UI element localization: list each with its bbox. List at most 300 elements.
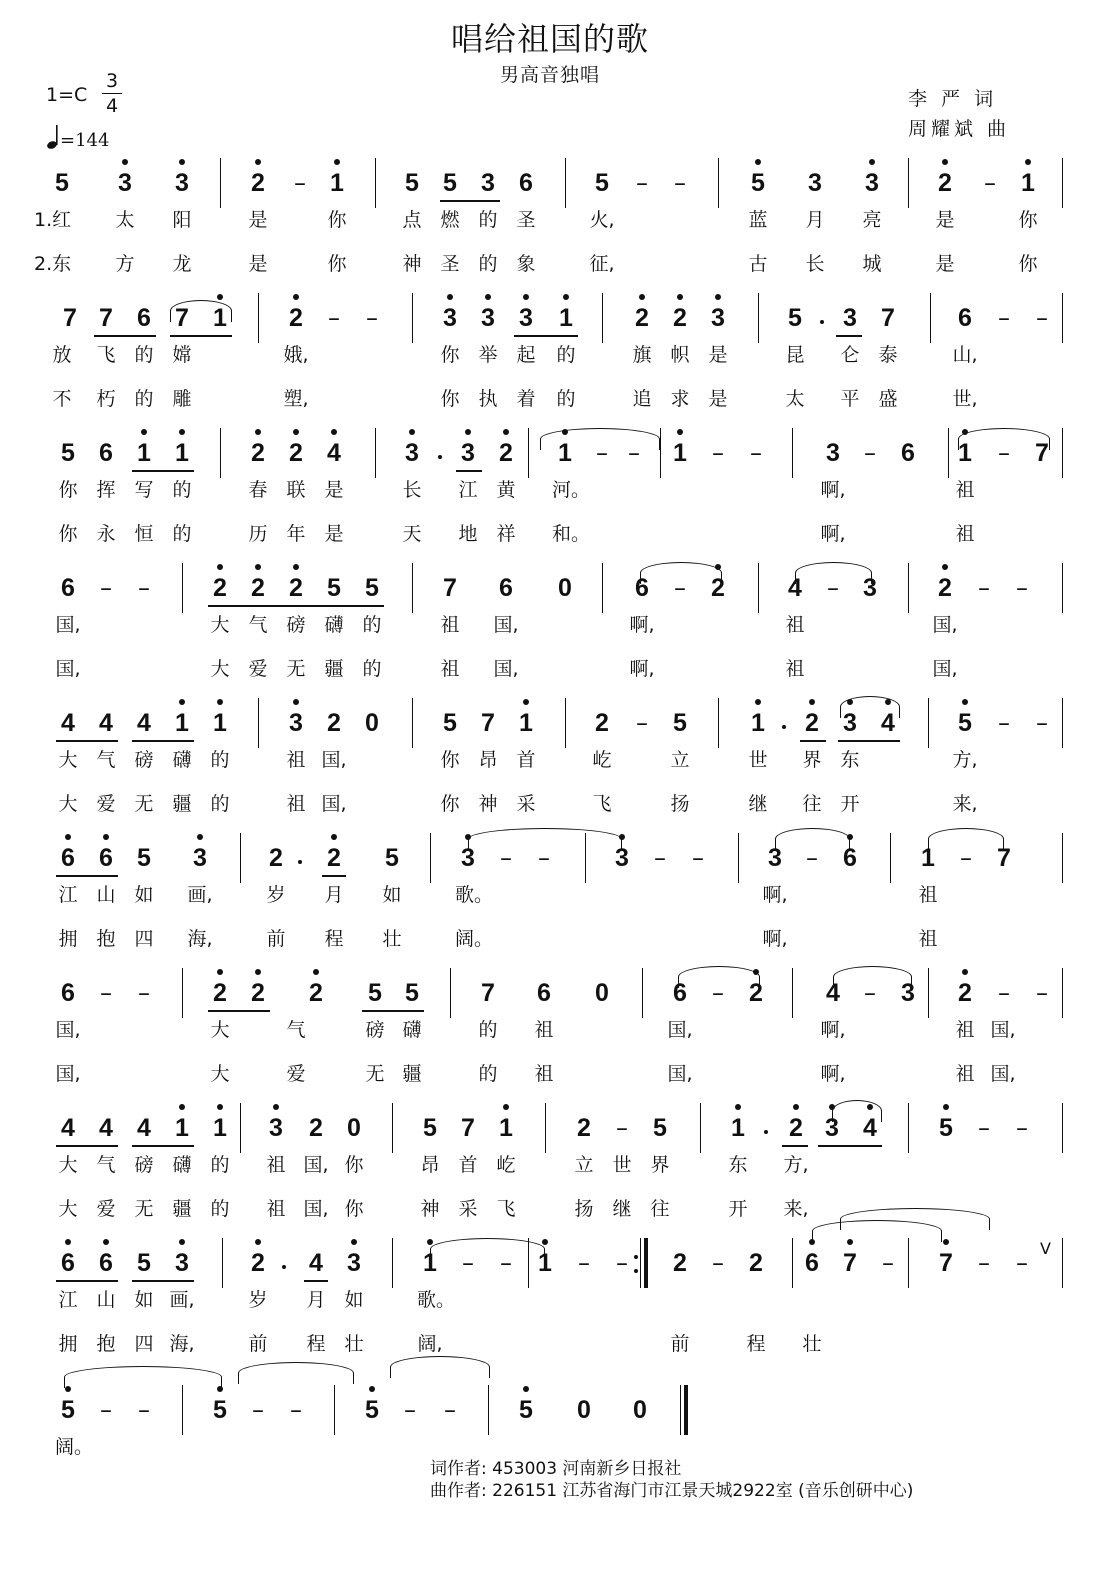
lyric-syllable: 国, (932, 658, 958, 680)
barline (375, 428, 376, 478)
note: 7 (175, 304, 189, 332)
lyric-syllable: 古 (748, 253, 768, 275)
augmentation-dot (298, 860, 302, 864)
lyric-syllable: 月 (324, 884, 344, 906)
lyric-syllable: 你 (58, 523, 78, 545)
lyric-syllable: 壮 (382, 928, 402, 950)
lyric-syllable: 界 (802, 749, 822, 771)
lyric-syllable: 拥 (58, 1333, 78, 1355)
note: 6 (958, 304, 972, 332)
high-octave-dot (563, 294, 569, 300)
note: 3 (118, 169, 132, 197)
lyric-syllable: 江 (458, 479, 478, 501)
note: 5 (443, 169, 457, 197)
lyric-syllable: 海, (169, 1333, 195, 1355)
high-octave-dot (735, 1104, 741, 1110)
note: 3 (289, 709, 303, 737)
lyric-syllable: 你 (440, 344, 460, 366)
lyricist-credit: 李 严 词 (908, 88, 998, 110)
lyric-syllable: 拥 (58, 928, 78, 950)
note: 1 (558, 439, 572, 467)
lyric-syllable: 爱 (248, 658, 268, 680)
note: 1 (175, 439, 189, 467)
barline (1062, 833, 1063, 883)
high-octave-dot (943, 1239, 949, 1245)
quarter-note-icon (46, 124, 60, 150)
slur-arc (468, 828, 622, 850)
barline (430, 833, 431, 883)
dash-extension: – (998, 304, 1010, 332)
lyric-syllable: 象 (516, 253, 536, 275)
note: 2 (289, 439, 303, 467)
lyric-syllable: 采 (516, 793, 536, 815)
note: 5 (653, 1114, 667, 1142)
note-underline (132, 740, 194, 742)
high-octave-dot (542, 1239, 548, 1245)
dash-extension: – (882, 1249, 894, 1277)
note: 5 (939, 1114, 953, 1142)
note: 4 (327, 439, 341, 467)
lyric-syllable: 无 (134, 1198, 154, 1220)
lyric-syllable: 画, (169, 1289, 195, 1311)
note: 2 (251, 979, 265, 1007)
high-octave-dot (351, 1239, 357, 1245)
note: 2 (289, 304, 303, 332)
dash-extension: – (404, 1396, 416, 1424)
note: 1 (175, 1114, 189, 1142)
lyric-syllable: 如 (134, 1289, 154, 1311)
lyric-syllable: 如 (382, 884, 402, 906)
note: 6 (61, 574, 75, 602)
barline (602, 563, 603, 613)
barline (412, 563, 413, 613)
note-underline (94, 335, 156, 337)
high-octave-dot (179, 429, 185, 435)
note-underline (440, 200, 500, 202)
high-octave-dot (255, 159, 261, 165)
lyric-syllable: 的 (210, 1154, 230, 1176)
lyric-syllable: 你 (58, 479, 78, 501)
slur-arc (640, 562, 722, 584)
lyric-syllable: 前 (266, 928, 286, 950)
lyric-syllable: 啊, (820, 479, 846, 501)
lyric-syllable: 太 (115, 209, 135, 231)
dash-extension: – (712, 979, 724, 1007)
dash-extension: – (138, 574, 150, 602)
lyric-syllable: 祖 (785, 614, 805, 636)
note-underline (132, 1145, 194, 1147)
note: 6 (99, 439, 113, 467)
note: 5 (327, 574, 341, 602)
lyric-syllable: 抱 (96, 1333, 116, 1355)
barline (908, 1238, 909, 1288)
lyric-syllable: 你 (440, 793, 460, 815)
high-octave-dot (677, 294, 683, 300)
note: 5 (61, 439, 75, 467)
lyric-syllable: 方, (952, 749, 978, 771)
note-underline (56, 740, 118, 742)
slur-arc (840, 696, 900, 718)
lyric-syllable: 历 (248, 523, 268, 545)
high-octave-dot (255, 1239, 261, 1245)
lyric-syllable: 海, (187, 928, 213, 950)
note-underline (514, 335, 578, 337)
note: 5 (958, 709, 972, 737)
lyric-syllable: 气 (96, 1154, 116, 1176)
lyric-syllable: 是 (708, 344, 728, 366)
note: 4 (99, 709, 113, 737)
lyric-syllable: 立 (670, 749, 690, 771)
note: 4 (863, 1114, 877, 1142)
lyric-syllable: 祖 (955, 1063, 975, 1085)
note: 2 (577, 1114, 591, 1142)
lyric-syllable: 啊, (820, 1063, 846, 1085)
dash-extension: – (596, 439, 608, 467)
note: 0 (558, 574, 572, 602)
lyric-syllable: 是 (248, 253, 268, 275)
high-octave-dot (179, 159, 185, 165)
lyric-syllable: 和。 (552, 523, 591, 545)
lyric-syllable: 火, (589, 209, 615, 231)
note: 7 (99, 304, 113, 332)
lyric-syllable: 朽 (96, 388, 116, 410)
note: 3 (825, 1114, 839, 1142)
lyric-syllable: 太 (785, 388, 805, 410)
lyric-syllable: 国, (55, 1063, 81, 1085)
note: 2 (595, 709, 609, 737)
lyric-syllable: 塑, (283, 388, 309, 410)
high-octave-dot (523, 699, 529, 705)
dash-extension: – (138, 979, 150, 1007)
barline (565, 698, 566, 748)
barline (930, 293, 931, 343)
note: 7 (481, 979, 495, 1007)
slur-arc (678, 966, 760, 988)
high-octave-dot (293, 699, 299, 705)
lyric-syllable: 无 (286, 658, 306, 680)
high-octave-dot (293, 564, 299, 570)
lyric-syllable: 放 (52, 344, 72, 366)
note: 5 (137, 844, 151, 872)
dash-extension: – (984, 169, 996, 197)
lyric-syllable: 国, (493, 658, 519, 680)
high-octave-dot (65, 1239, 71, 1245)
high-octave-dot (447, 294, 453, 300)
note-underline (132, 470, 194, 472)
barline (680, 1385, 681, 1435)
lyric-syllable: 国, (321, 793, 347, 815)
note: 5 (405, 169, 419, 197)
lyric-syllable: 画, (187, 884, 213, 906)
lyric-syllable: 的 (134, 388, 154, 410)
lyric-syllable: 礴 (172, 1154, 192, 1176)
barline (220, 158, 221, 208)
lyric-syllable: 的 (556, 388, 576, 410)
high-octave-dot (943, 1104, 949, 1110)
lyric-syllable: 月 (805, 209, 825, 231)
barline (718, 158, 719, 208)
lyric-syllable: 国, (932, 614, 958, 636)
note-underline (208, 605, 384, 607)
note: 2 (251, 574, 265, 602)
note: 6 (537, 979, 551, 1007)
lyric-syllable: 祖 (918, 928, 938, 950)
lyric-syllable: 气 (96, 749, 116, 771)
repeat-end-bar (644, 1238, 648, 1288)
lyric-syllable: 旗 (632, 344, 652, 366)
note: 1 (673, 439, 687, 467)
lyric-syllable: 气 (286, 1019, 306, 1041)
note: 6 (99, 844, 113, 872)
lyric-syllable: 爱 (96, 793, 116, 815)
barline (718, 698, 719, 748)
note: 4 (137, 1114, 151, 1142)
lyric-syllable: 壮 (344, 1333, 364, 1355)
high-octave-dot (179, 1239, 185, 1245)
lyric-syllable: 的 (172, 523, 192, 545)
lyric-syllable: 程 (306, 1333, 326, 1355)
lyric-syllable: 是 (708, 388, 728, 410)
lyric-syllable: 岁 (248, 1289, 268, 1311)
note: 2 (251, 439, 265, 467)
barline (412, 698, 413, 748)
lyric-syllable: 首 (516, 749, 536, 771)
barline (890, 833, 891, 883)
note: 2 (289, 574, 303, 602)
barline (908, 563, 909, 613)
note: 6 (61, 844, 75, 872)
note: 1 (731, 1114, 745, 1142)
lyric-syllable: 的 (362, 614, 382, 636)
note: 2 (673, 1249, 687, 1277)
dash-extension: – (578, 1249, 590, 1277)
lyric-syllable: 祖 (534, 1019, 554, 1041)
note: 7 (997, 844, 1011, 872)
note: 3 (347, 1249, 361, 1277)
note-underline (170, 335, 232, 337)
lyric-syllable: 歌。 (417, 1289, 456, 1311)
note: 2 (327, 709, 341, 737)
lyric-syllable: 你 (440, 388, 460, 410)
lyric-syllable: 天 (402, 523, 422, 545)
high-octave-dot (523, 294, 529, 300)
lyric-syllable: 国, (667, 1019, 693, 1041)
dash-extension: – (294, 169, 306, 197)
lyric-syllable: 你 (327, 253, 347, 275)
note: 4 (99, 1114, 113, 1142)
lyric-syllable: 泰 (878, 344, 898, 366)
time-signature-bar (102, 93, 122, 94)
note: 3 (481, 169, 495, 197)
high-octave-dot (217, 564, 223, 570)
lyric-syllable: 祖 (955, 1019, 975, 1041)
note: 2 (749, 1249, 763, 1277)
note: 3 (461, 439, 475, 467)
lyric-syllable: 国, (990, 1019, 1016, 1041)
high-octave-dot (503, 429, 509, 435)
high-octave-dot (369, 1386, 375, 1392)
lyric-syllable: 是 (248, 209, 268, 231)
barline (1062, 1238, 1063, 1288)
lyric-syllable: 立 (574, 1154, 594, 1176)
barline (545, 1103, 546, 1153)
slur-arc (390, 1356, 490, 1378)
barline (640, 1238, 641, 1288)
lyric-syllable: 前 (248, 1333, 268, 1355)
note-underline (208, 1010, 270, 1012)
dash-extension: – (1016, 1249, 1028, 1277)
barline (182, 968, 183, 1018)
note: 3 (843, 709, 857, 737)
lyric-syllable: 的 (172, 479, 192, 501)
lyric-syllable: 大 (58, 749, 78, 771)
high-octave-dot (179, 1104, 185, 1110)
lyric-syllable: 无 (134, 793, 154, 815)
note: 4 (826, 979, 840, 1007)
note: 5 (365, 1396, 379, 1424)
note: 5 (368, 979, 382, 1007)
high-octave-dot (255, 429, 261, 435)
lyric-syllable: 是 (935, 253, 955, 275)
lyric-syllable: 阔。 (455, 928, 494, 950)
note: 0 (633, 1396, 647, 1424)
note: 4 (788, 574, 802, 602)
barline (1062, 563, 1063, 613)
lyric-syllable: 昂 (420, 1154, 440, 1176)
note: 3 (481, 304, 495, 332)
dash-extension: – (1036, 979, 1048, 1007)
high-octave-dot (103, 1239, 109, 1245)
lyric-syllable: 方 (115, 253, 135, 275)
lyric-syllable: 圣 (516, 209, 536, 231)
barline (792, 428, 793, 478)
high-octave-dot (962, 969, 968, 975)
lyric-syllable: 国, (55, 1019, 81, 1041)
lyric-syllable: 写 (134, 479, 154, 501)
note: 5 (788, 304, 802, 332)
note: 7 (63, 304, 77, 332)
lyric-syllable: 爱 (286, 1063, 306, 1085)
key-signature: 1=C (46, 84, 88, 106)
dash-extension: – (978, 1114, 990, 1142)
lyric-syllable: 黄 (496, 479, 516, 501)
lyric-syllable: 追 (632, 388, 652, 410)
lyric-syllable: 首 (458, 1154, 478, 1176)
lyric-syllable: 祖 (440, 658, 460, 680)
lyric-syllable: 嫦 (172, 344, 192, 366)
lyric-syllable: 世 (748, 749, 768, 771)
barline (222, 1238, 223, 1288)
lyric-syllable: 娥, (283, 344, 309, 366)
lyric-syllable: 啊, (629, 658, 655, 680)
note: 5 (519, 1396, 533, 1424)
lyric-syllable: 祖 (440, 614, 460, 636)
augmentation-dot (782, 725, 786, 729)
note: 6 (805, 1249, 819, 1277)
note: 2 (499, 439, 513, 467)
note: 5 (213, 1396, 227, 1424)
barline (792, 968, 793, 1018)
barline (758, 563, 759, 613)
lyric-syllable: 疆 (402, 1063, 422, 1085)
note: 3 (768, 844, 782, 872)
barline (334, 1385, 335, 1435)
lyric-syllable: 点 (402, 209, 422, 231)
dash-extension: – (654, 844, 666, 872)
dash-extension: – (998, 439, 1010, 467)
lyric-syllable: 你 (1018, 253, 1038, 275)
lyric-syllable: 四 (134, 1333, 154, 1355)
high-octave-dot (503, 1104, 509, 1110)
note: 2 (749, 979, 763, 1007)
note: 5 (137, 1249, 151, 1277)
lyric-syllable: 征, (589, 253, 615, 275)
lyric-syllable: 的 (362, 658, 382, 680)
note: 5 (385, 844, 399, 872)
note-underline (56, 1280, 118, 1282)
note: 3 (175, 169, 189, 197)
barline (565, 158, 566, 208)
time-signature-numerator: 3 (105, 70, 119, 92)
high-octave-dot (639, 294, 645, 300)
lyric-syllable: 燃 (440, 209, 460, 231)
note: 6 (673, 979, 687, 1007)
lyric-syllable: 年 (286, 523, 306, 545)
lyric-syllable: 江 (58, 884, 78, 906)
dash-extension: – (500, 844, 512, 872)
note: 5 (61, 1396, 75, 1424)
lyric-syllable: 阳 (172, 209, 192, 231)
lyric-syllable: 扬 (574, 1198, 594, 1220)
barline (240, 1103, 241, 1153)
lyric-syllable: 昆 (785, 344, 805, 366)
note: 7 (881, 304, 895, 332)
note: 6 (99, 1249, 113, 1277)
lyric-syllable: 2.东 (34, 253, 72, 275)
note-underline (836, 335, 862, 337)
dash-extension: – (636, 169, 648, 197)
note: 6 (843, 844, 857, 872)
lyric-syllable: 东 (840, 749, 860, 771)
note: 4 (881, 709, 895, 737)
high-octave-dot (465, 429, 471, 435)
lyric-syllable: 龙 (172, 253, 192, 275)
lyric-syllable: 求 (670, 388, 690, 410)
dash-extension: – (1016, 574, 1028, 602)
note: 2 (327, 844, 341, 872)
note: 2 (805, 709, 819, 737)
lyric-syllable: 起 (516, 344, 536, 366)
lyric-syllable: 如 (344, 1289, 364, 1311)
high-octave-dot (217, 699, 223, 705)
lyric-syllable: 你 (440, 749, 460, 771)
lyric-syllable: 扬 (670, 793, 690, 815)
lyric-syllable: 国, (493, 614, 519, 636)
barline (528, 428, 529, 478)
note: 1 (1021, 169, 1035, 197)
note: 6 (61, 979, 75, 1007)
note: 0 (365, 709, 379, 737)
high-octave-dot (942, 564, 948, 570)
lyric-syllable: 前 (670, 1333, 690, 1355)
barline (928, 698, 929, 748)
lyric-syllable: 大 (58, 1198, 78, 1220)
dash-extension: – (998, 979, 1010, 1007)
note: 2 (958, 979, 972, 1007)
dash-extension: – (674, 169, 686, 197)
lyric-syllable: 疆 (324, 658, 344, 680)
lyric-syllable: 祖 (785, 658, 805, 680)
